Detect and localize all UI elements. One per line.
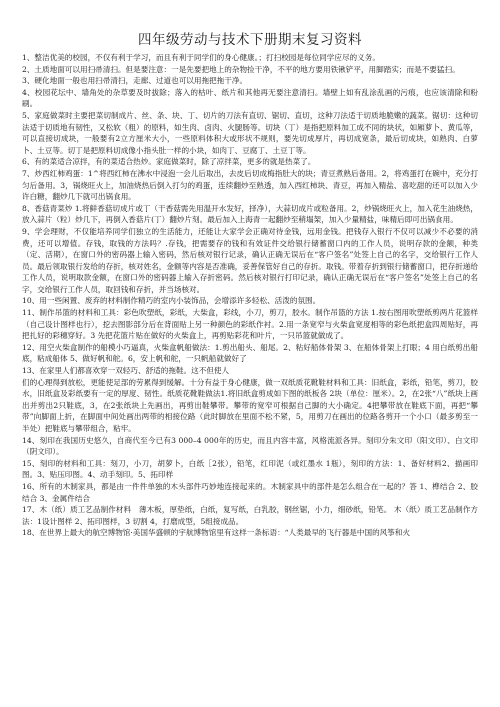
review-item-9: 9、学会理财，不仅能培养同学们独立的生活能力，还能让大家学会正确对待金钱，远用金钱。把钱存入银行不仅可以减少不必要的消费，还可以增值。存钱，取钱的方法吗？.存钱，把需要存的钱和有效证件交给银行储蓄窗口内的工作人员，说明存款的金额，种类（定、活期），在窗口外的密码器上输入密码，然后核对银行记录，确认正确无误后在“客户签名”处签上自己的名字，交给银行工作人员。最后领取银行发给的存折，核对姓名，金额等内容是否准确，妥善保管好自己的存折。取钱。带着存折到银行储蓄窗口，把存折递给工作人员，说明取款金额，在窗口外的密码器上输入存折密码。然后核对银行打印记录，确认正确无误后在“客户签名”处签上自己的名字，交给银行工作人员，取回钱和存折，并当场核对。 [22, 226, 478, 294]
review-item-17: 17、木（纸）质工艺品制作材料 薄木板，厚垫纸，白纸，复写纸，白乳胶，钢丝锯，小力，细砂纸，铅笔。 木（纸）质工艺品制作方法：1设计图样 2、拓印图样，3 切割 4，打磨成型，5组接成品。 [22, 505, 478, 526]
review-item-4: 4、校园花坛中、墙角处的杂草要及时拔除；落入的枯叶、纸片和其他再无要注意清扫。墙壁上如有乱涂乱画的污痕，也应该清除和粉刷。 [22, 87, 478, 109]
review-item-8: 8、香菇青菜炒 1.将鲜香菇切成片或丁（干香菇需先用温开水发好，择净），大蒜切成片或粒备用。2，炒锅烧旺火上，加入花生油烧热，放入蒜片（粒）炒几下，再倒入香菇片(丁）翻炒片刻。最后加入上海青一起翻炒至稍塌架，加入少量精盐，味精后即可出锅食用。 [22, 203, 478, 225]
review-item-15: 15、刻印的材料和工具：刻刀，小刀，胡萝卜，白纸［2张），铅笔，红印泥（或红墨水 1瓶），刻印的方法：1、备好材料2、描画印图。3、贴压印图。4、动手刻印。5、拓印样 [22, 458, 478, 480]
review-item-2: 2、土质地面可以用扫帚清扫。但是要注意：一是先要把地上的杂物捡干净，不平的地方要用铁锹铲平，用脚踏实；而是不要猛扫。 [22, 64, 460, 74]
review-item-3: 3、硬化地面一般也用扫帚清扫，走廊、过道也可以用拖把拖干净。 [22, 76, 248, 86]
review-item-14: 14、刻印在我国历史悠久，自商代至今已有3 000–4 000年的历史，而且内容丰富，风格流派各异。刻印分朱文印（阳文印）、白文印（阴文印）。 [22, 435, 478, 457]
review-item-11: 11、制作吊篮的材料和工具：彩色吹塑纸，彩纸，大柴盒，彩线，小刀，剪刀，胶水。制作吊篮的方法 1.按右图用吹塑纸剪两片花篮样（自己设计图样也行），挖去图影部分后在背面贴上另一种颜色的彩纸作衬。2.用一条宽窄与火柴盒宽度相等的彩色纸把盒四周贴好，再把扎好的彩穗穿好。3 先把花篮片贴在做好的火柴盒上，再剪贴彩花和叶片，一只吊篮就做成了。 [22, 308, 478, 341]
review-item-18: 18、在世界上最大的航空博物馆·美国华盛顿的宇航博物馆里有这样一条标语：“人类最早的飞行器是中国的风筝和火 [22, 528, 411, 538]
review-item-13-continued: 们的心理得到放松，更能使足部的劳累得到缓解。十分有益于身心健康，做一双纸质花靴鞋材料和工具：旧纸盒，彩纸，铅笔，剪刀，胶水，旧纸盒及彩纸要有一定的厚度、韧性。纸质花靴鞋做法1.将旧纸盒剪成如下图的纸板各 2块（单位：厘米）。2，在2张“八”纸块上画出并剪出2只鞋底，3，在2张纸块上先画出，再剪出鞋攀带。攀带的宽窄可根据自己脚的大小确定。4把攀带放在鞋底下面，再把“攀带”向脚面上折，在脚面中间处画出两带的相接位路（此时脚放在里面不松不紧，5，用剪刀在画出的位路各剪开一个小口（最多剪至一半处）把鞋底与攀带组合，粘牢。 [22, 377, 478, 433]
review-item-5: 5、家庭做菜时主要把菜切制成片、丝、条、块、丁、切片的刀法有直切、锯切、直切，这种刀法适于切质地脆嫩的蔬菜。锯切：这种切法适于切质地有韧性，又松软（粗）的原料，如生肉、卤肉、火腿肠等。切块（丁）是指把原料加工成不同的块状，如厢萝卜、黄瓜等，可以直接切成块，一般要有2立方厘米大小，一些原料体积大或形状不规则，要先切成厚片，再切成宽条，最后切成块，如熟肉、白萝卜、土豆等。切丁是把原料切成像小指头肚一样的小块，如肉丁、豆腐丁、土豆丁等。 [22, 110, 478, 155]
review-item-12: 12、用空火柴盒制作的船模小巧逼真，火柴盒帆船做法：1.剪出船头、船尾。2、粘好船体骨架 3、在船体骨架上打眼；4 用白纸剪出船底，粘成船体 5、做好帆和舵。6，安上帆和舵，一只帆船就做好了 [22, 342, 478, 364]
review-item-10: 10、用一些闲置、废弃的材料制作精巧的室内小装饰品，会增添许多轻松、活泼的氛围。 [22, 296, 321, 306]
review-item-16: 16、所有的木制家具，都是由一件件单独的木头部件巧妙地连接起来的。木制家具中的部件是怎么组合在一起的？答 1、榫结合 2、胶结合 3、金属件结合 [22, 481, 478, 503]
review-item-13: 13、在家里人们都喜欢穿一双轻巧、舒适的拖鞋。这不但使人 [22, 366, 230, 376]
review-item-6: 6、有的菜适合凉拌，有的菜适合热炒。家庭做菜时，除了凉拌菜，更多的就是热菜了。 [22, 157, 316, 167]
review-item-1: 1、整洁优美的校园，不仅有利于学习，而且有利于同学们的身心健康。；打扫校园是每位同学应尽的义务。 [22, 53, 380, 62]
review-item-7: 7、炒西红柿鸡蛋：1^将西红柿在沸水中浸泡一会儿后取出，去皮后切成梅指肚大的块；青豆煮熟后备用。2，将鸡蛋打在碗中，充分打匀后备用。3，锅烧旺火上，加油烧热后倒入打匀的鸡蛋，连续翻炒至熟透，加入西红柿块、青豆，再加入精盐、喜吃甜的还可以加入少许白糖，翻炒几下就可出锅食用。 [22, 168, 478, 202]
review-items [22, 52, 478, 539]
document-title: 四年级劳动与技术下册期末复习资料 [138, 32, 362, 48]
